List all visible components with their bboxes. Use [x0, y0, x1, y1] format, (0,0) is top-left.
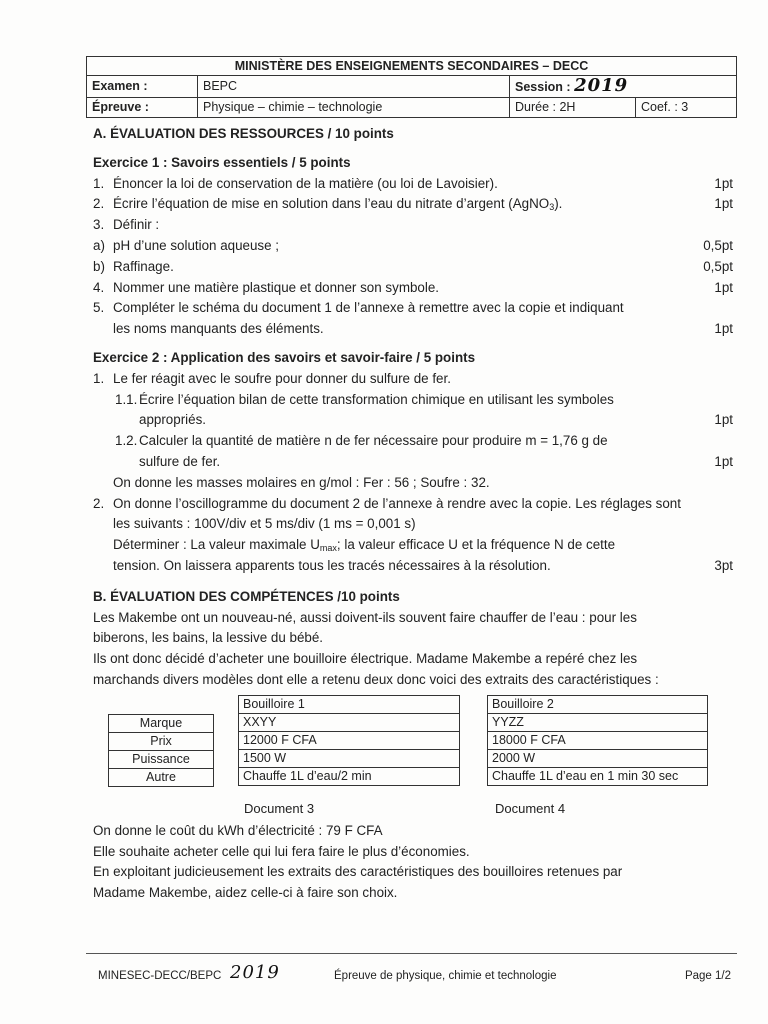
kettle-cell: Bouilloire 2	[488, 695, 708, 713]
paragraph-line: marchands divers modèles dont elle a retenu deux donc voici des extraits des caractéristiques :	[93, 671, 659, 687]
paragraph-line: Les Makembe ont un nouveau-né, aussi doivent-ils souvent faire chauffer de l’eau : pour les	[93, 609, 637, 625]
kettle-1-table	[238, 695, 460, 786]
session-value: 2019	[574, 75, 629, 96]
label-cell: Puissance	[109, 750, 214, 768]
kettle-cell: 1500 W	[239, 749, 460, 767]
epreuve-label: Épreuve :	[87, 98, 198, 118]
points: 1pt	[714, 321, 733, 337]
points: 3pt	[714, 557, 733, 573]
question: 4. Nommer une matière plastique et donner son symbole. 1pt	[93, 278, 733, 299]
kettle-cell: XXYY	[239, 713, 460, 731]
exercise-2-title: Exercice 2 : Application des savoirs et savoir-faire / 5 points	[93, 349, 476, 365]
question: 1.2. Calculer la quantité de matière n de fer nécessaire pour produire m = 1,76 g de	[115, 433, 608, 449]
points: 1pt	[714, 196, 733, 212]
question-cont: appropriés. 1pt	[93, 410, 733, 431]
kettle-cell: Chauffe 1L d’eau/2 min	[239, 767, 460, 785]
paragraph-line: Madame Makembe, aidez celle-ci à faire son choix.	[93, 885, 398, 901]
kettle-comparison	[93, 695, 733, 821]
characteristics-labels-table	[108, 714, 214, 787]
question: 1. Énoncer la loi de conservation de la matière (ou loi de Lavoisier). 1pt	[93, 174, 733, 195]
examen-value: BEPC	[198, 76, 510, 98]
paragraph-line: Ils ont donc décidé d’acheter une bouilloire électrique. Madame Makembe a repéré chez les	[93, 651, 638, 667]
paragraph-line: Elle souhaite acheter celle qui lui fera faire le plus d’économies.	[93, 843, 470, 859]
page-footer	[86, 953, 737, 983]
question: 2. Écrire l’équation de mise en solution dans l’eau du nitrate d’argent (AgNO$_3$). 1pt	[93, 194, 733, 215]
question: b) Raffinage. 0,5pt	[93, 257, 733, 278]
kettle-cell: 2000 W	[488, 749, 708, 767]
label-cell: Marque	[109, 714, 214, 732]
question-cont: Déterminer : La valeur maximale $U_{max}$; la valeur efficace U et la fréquence N de cette	[113, 537, 616, 554]
paragraph-line: biberons, les bains, la lessive du bébé.	[93, 630, 324, 646]
kettle-cell: YYZZ	[488, 713, 708, 731]
question-cont: les noms manquants des éléments. 1pt	[93, 319, 733, 340]
duree: Durée : 2H	[510, 98, 636, 118]
question: 3. Définir :	[93, 217, 160, 233]
header-table	[86, 56, 737, 118]
exam-content	[93, 124, 733, 904]
points: 0,5pt	[703, 258, 733, 274]
coef: Coef. : 3	[636, 98, 737, 118]
label-cell: Prix	[109, 732, 214, 750]
paragraph-line: En exploitant judicieusement les extraits des caractéristiques des bouilloires retenues par	[93, 864, 623, 880]
epreuve-value: Physique – chimie – technologie	[198, 98, 510, 118]
ministry-title: MINISTÈRE DES ENSEIGNEMENTS SECONDAIRES – DECC	[87, 57, 737, 76]
kettle-cell: Chauffe 1L d’eau en 1 min 30 sec	[488, 767, 708, 785]
points: 1pt	[714, 412, 733, 428]
question: 1. Le fer réagit avec le soufre pour donner du sulfure de fer.	[93, 370, 451, 386]
footer-code: MINESEC-DECC/BEPC	[98, 970, 222, 982]
question-cont: sulfure de fer. 1pt	[93, 452, 733, 473]
section-b-title: B. ÉVALUATION DES COMPÉTENCES /10 points	[93, 588, 400, 604]
document-4-label: Document 4	[495, 800, 566, 816]
kettle-2-table	[487, 695, 708, 786]
molar-masses: On donne les masses molaires en g/mol : Fer : 56 ; Soufre : 32.	[113, 474, 490, 490]
question-cont: les suivants : 100V/div et 5 ms/div (1 ms = 0,001 s)	[113, 516, 416, 532]
footer-page: Page 1/2	[684, 970, 731, 982]
kettle-cell: 18000 F CFA	[488, 731, 708, 749]
kettle-cell: 12000 F CFA	[239, 731, 460, 749]
footer-year: 2019	[230, 962, 280, 983]
question-cont: tension. On laissera apparents tous les tracés nécessaires à la résolution. 3pt	[93, 556, 733, 577]
paragraph-line: On donne le coût du kWh d’électricité : 79 F CFA	[93, 822, 383, 838]
footer-subject: Épreuve de physique, chimie et technologie	[334, 970, 557, 982]
question: 2. On donne l’oscillogramme du document 2 de l’annexe à rendre avec la copie. Les réglages sont	[93, 495, 681, 511]
question: a) pH d’une solution aqueuse ; 0,5pt	[93, 236, 733, 257]
session-label: Session :	[515, 80, 571, 94]
points: 1pt	[714, 279, 733, 295]
kettle-cell: Bouilloire 1	[239, 695, 460, 713]
points: 0,5pt	[703, 237, 733, 253]
points: 1pt	[714, 175, 733, 191]
exercise-1-title: Exercice 1 : Savoirs essentiels / 5 points	[93, 154, 351, 170]
label-cell: Autre	[109, 768, 214, 786]
examen-label: Examen :	[87, 76, 198, 98]
question: 5. Compléter le schéma du document 1 de l’annexe à remettre avec la copie et indiquant	[93, 300, 624, 316]
section-a-title: A. ÉVALUATION DES RESSOURCES / 10 points	[93, 126, 394, 141]
points: 1pt	[714, 453, 733, 469]
document-3-label: Document 3	[244, 800, 315, 816]
question: 1.1. Écrire l’équation bilan de cette transformation chimique en utilisant les symboles	[115, 391, 614, 407]
